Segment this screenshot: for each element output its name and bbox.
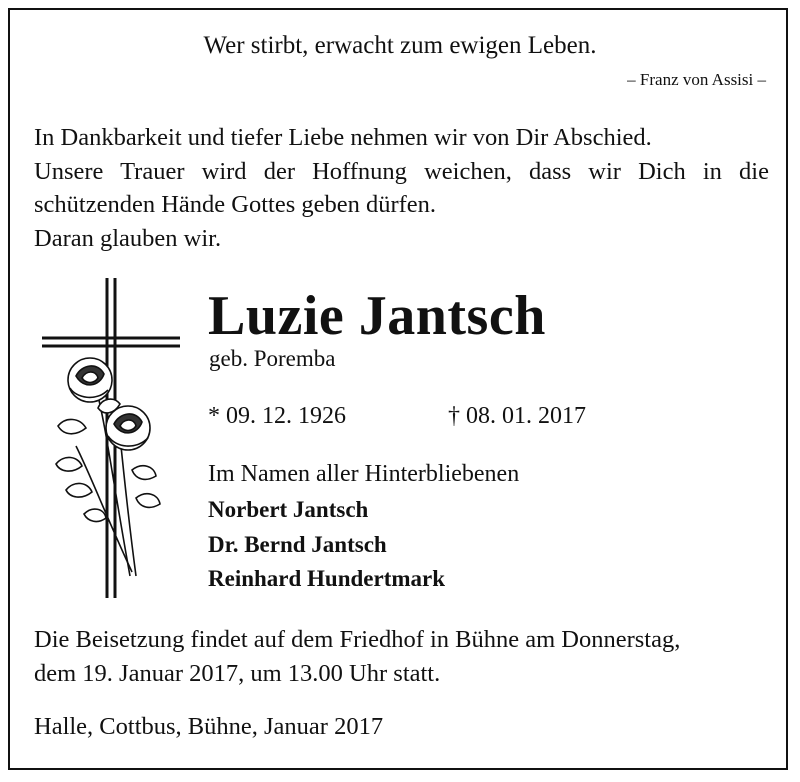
mourners-heading: Im Namen aller Hinterbliebenen — [208, 461, 520, 487]
mourner-name: Norbert Jantsch — [208, 497, 369, 522]
quote-text: Wer stirbt, erwacht zum ewigen Leben. — [203, 32, 597, 59]
intro-line: Daran glauben wir. — [34, 224, 222, 252]
deceased-name: Luzie Jantsch — [208, 285, 546, 347]
mourner-name: Reinhard Hundertmark — [208, 566, 446, 591]
burial-line: Die Beisetzung findet auf dem Friedhof in Bühne am Donnerstag, — [34, 626, 681, 653]
birth-name: geb. Poremba — [209, 346, 336, 371]
intro-line: schützenden Hände Gottes geben dürfen. — [34, 191, 437, 218]
cross-with-roses-icon — [36, 276, 186, 606]
birth-date: * 09. 12. 1926 — [208, 403, 346, 429]
intro-paragraph — [34, 121, 769, 255]
intro-line: In Dankbarkeit und tiefer Liebe nehmen wir von Dir Abschied. — [34, 124, 652, 151]
place-date: Halle, Cottbus, Bühne, Januar 2017 — [34, 713, 384, 740]
intro-line: Unsere Trauer wird der Hoffnung weichen, dass wir Dich in die — [34, 157, 769, 185]
burial-line: dem 19. Januar 2017, um 13.00 Uhr statt. — [34, 660, 441, 687]
mourner-name: Dr. Bernd Jantsch — [208, 532, 387, 557]
death-date: † 08. 01. 2017 — [448, 403, 586, 429]
burial-info — [34, 623, 680, 691]
quote-author: – Franz von Assisi – — [627, 70, 766, 89]
